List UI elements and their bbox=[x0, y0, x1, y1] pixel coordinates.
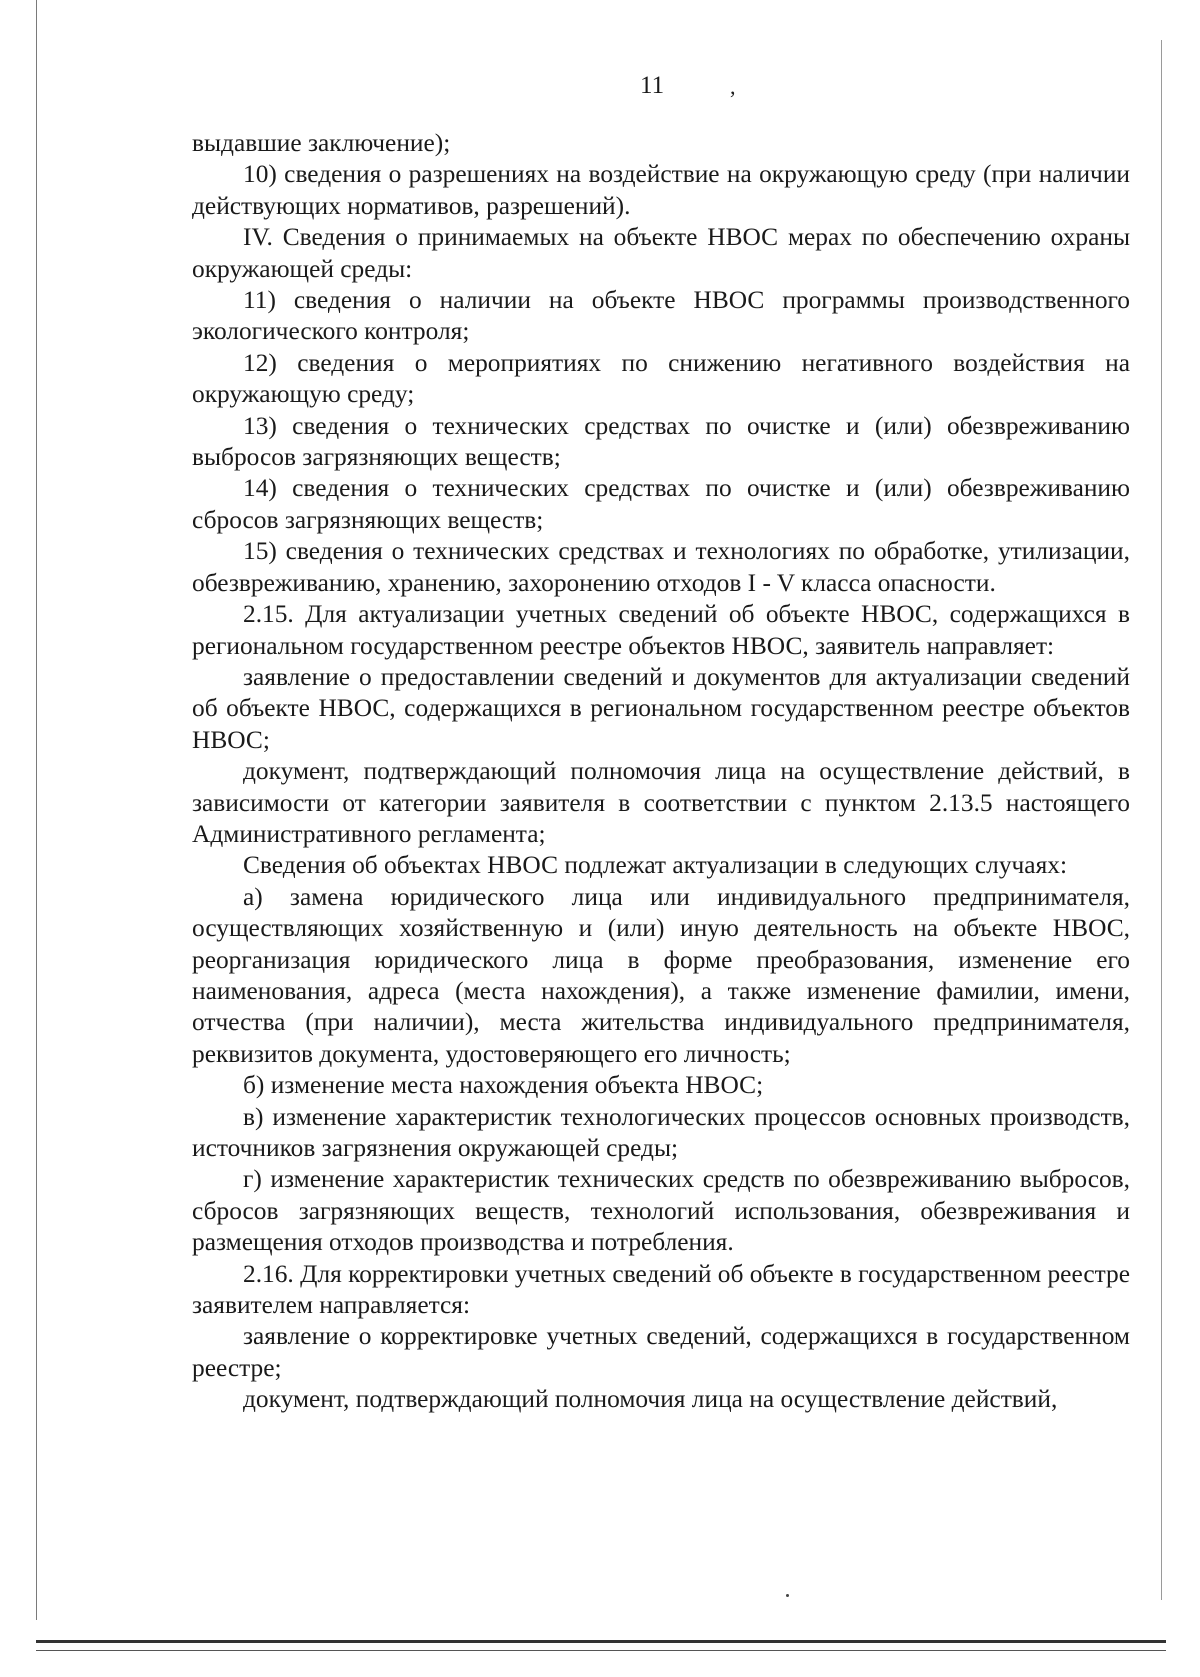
page-bottom-edge-shadow bbox=[36, 1650, 1166, 1651]
stray-mark: , bbox=[730, 74, 736, 99]
paragraph: заявление о предоставлении сведений и документов для актуализации сведений об объекте НВОС, содержащихся в региональном государственном реестре объектов НВОС; bbox=[192, 662, 1130, 754]
paragraph: 14) сведения о технических средствах по очистке и (или) обезвреживанию сбросов загрязняющих веществ; bbox=[192, 474, 1130, 534]
paragraph: 12) сведения о мероприятиях по снижению негативного воздействия на окружающую среду; bbox=[192, 348, 1130, 409]
paragraph: выдавшие заключение); bbox=[192, 129, 451, 157]
paragraph: документ, подтверждающий полномочия лица на осуществление действий, bbox=[243, 1385, 1058, 1414]
page-right-edge bbox=[1161, 40, 1162, 1600]
paragraph: IV. Сведения о принимаемых на объекте НВОС мерах по обеспечению охраны окружающей среды: bbox=[192, 223, 1130, 283]
paragraph: заявление о корректировке учетных сведений, содержащихся в государственном реестре; bbox=[192, 1322, 1130, 1382]
paragraph: б) изменение места нахождения объекта НВОС; bbox=[243, 1071, 764, 1100]
paragraph: 10) сведения о разрешениях на воздействие на окружающую среду (при наличии действующих нормативов, разрешений). bbox=[192, 160, 1130, 220]
paragraph: 11) сведения о наличии на объекте НВОС программы производственного экологического контроля; bbox=[192, 286, 1130, 346]
scan-speck bbox=[786, 1594, 789, 1597]
document-body bbox=[192, 128, 1130, 1416]
paragraph: 13) сведения о технических средствах по очистке и (или) обезвреживанию выбросов загрязняющих веществ; bbox=[192, 411, 1130, 472]
paragraph: г) изменение характеристик технических средств по обезвреживанию выбросов, сбросов загрязняющих веществ, технологий использования, обезвреживания и размещения отходов производства и потребления. bbox=[192, 1165, 1130, 1257]
page-bottom-edge bbox=[36, 1640, 1166, 1643]
paragraph: документ, подтверждающий полномочия лица на осуществление действий, в зависимости от категории заявителя в соответствии с пунктом 2.13.5 настоящего Административного регламента; bbox=[192, 757, 1130, 848]
page-number: 11 bbox=[640, 72, 665, 99]
paragraph: Сведения об объектах НВОС подлежат актуализации в следующих случаях: bbox=[243, 851, 1068, 880]
page-left-edge bbox=[36, 0, 37, 1620]
paragraph: а) замена юридического лица или индивидуального предпринимателя, осуществляющих хозяйственную и (или) иную деятельность на объекте НВОС, реорганизация юридического лица в форме преобразования, изменение его наименования, адреса (места нахождения), а также изменение фамилии, имени, отчества (при наличии), места жительства индивидуального предпринимателя, реквизитов документа, удостоверяющего его личность; bbox=[192, 882, 1130, 1068]
paragraph: в) изменение характеристик технологических процессов основных производств, источников загрязнения окружающей среды; bbox=[192, 1102, 1130, 1162]
paragraph: 15) сведения о технических средствах и технологиях по обработке, утилизации, обезвреживанию, хранению, захоронению отходов I - V класса опасности. bbox=[192, 537, 1130, 597]
paragraph: 2.16. Для корректировки учетных сведений об объекте в государственном реестре заявителем направляется: bbox=[192, 1259, 1130, 1320]
paragraph: 2.15. Для актуализации учетных сведений об объекте НВОС, содержащихся в региональном государственном реестре объектов НВОС, заявитель направляет: bbox=[192, 600, 1130, 660]
